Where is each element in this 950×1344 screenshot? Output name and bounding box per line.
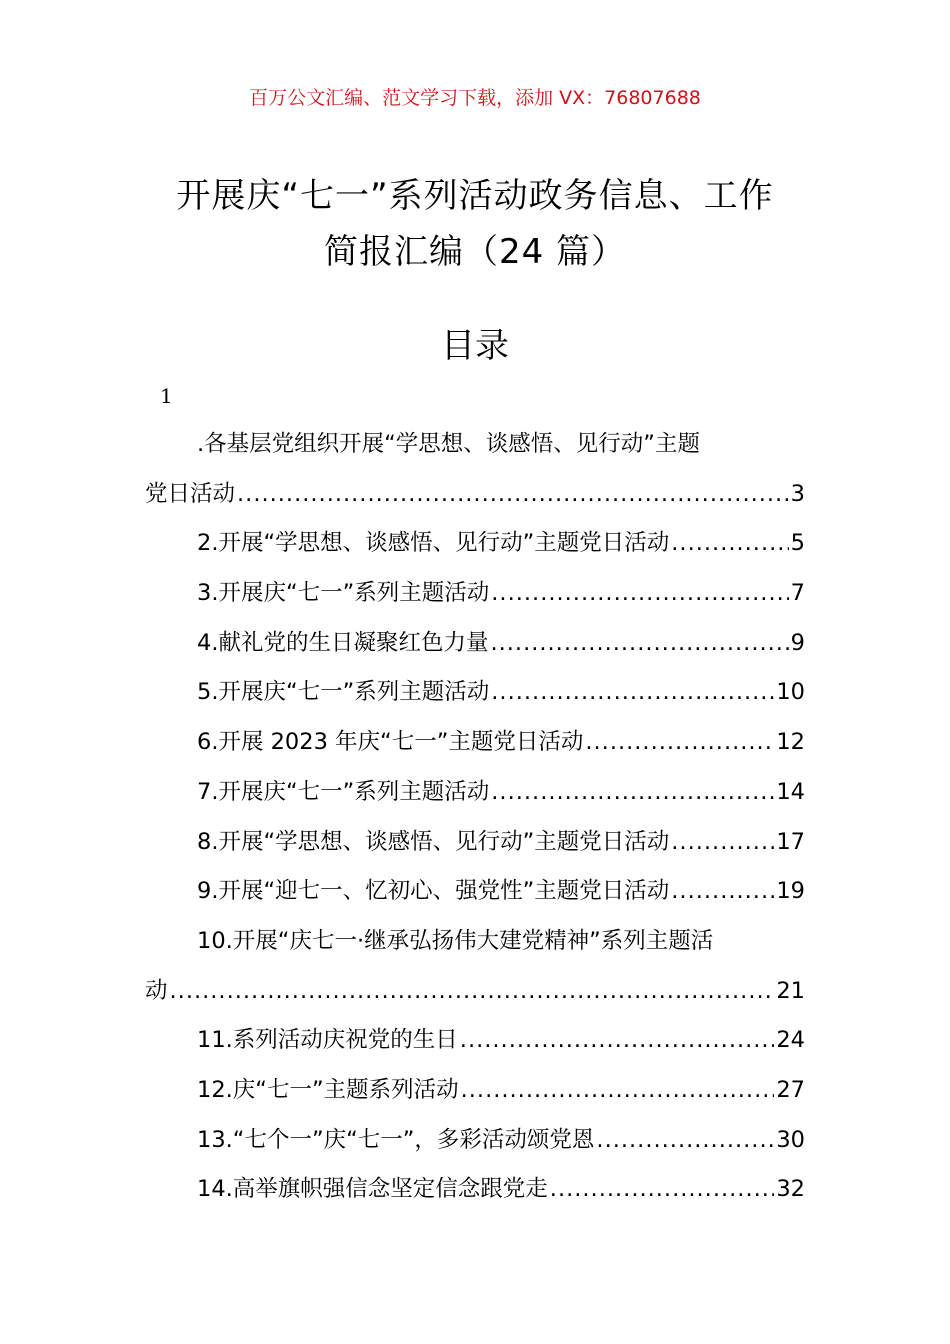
toc-leader-dots bbox=[550, 1165, 775, 1215]
toc-entry-page: 9 bbox=[790, 629, 805, 656]
toc-entry-label: 14.高举旗帜强信念坚定信念跟党走 bbox=[197, 1176, 548, 1203]
toc-entry-page: 5 bbox=[790, 530, 805, 557]
toc-entry-page: 10 bbox=[776, 679, 805, 706]
toc-leader-dots bbox=[585, 718, 774, 768]
title-line-1: 开展庆“七一”系列活动政务信息、工作 bbox=[176, 176, 774, 216]
toc-entry-label: 11.系列活动庆祝党的生日 bbox=[197, 1027, 458, 1054]
document-title bbox=[120, 168, 830, 280]
toc-entry-label: 12.庆“七一”主题系列活动 bbox=[197, 1076, 459, 1103]
toc-entry-page: 24 bbox=[776, 1027, 805, 1054]
toc-entry-page: 14 bbox=[776, 778, 805, 805]
title-line-2: 简报汇编（24 篇） bbox=[323, 232, 627, 272]
toc-entry-label: 5.开展庆“七一”系列主题活动 bbox=[197, 679, 490, 706]
toc-entry-label: 8.开展“学思想、谈感悟、见行动”主题党日活动 bbox=[197, 828, 670, 855]
toc-entry-label: 2.开展“学思想、谈感悟、见行动”主题党日活动 bbox=[197, 530, 670, 557]
table-of-contents bbox=[145, 420, 805, 1215]
toc-entry-label: 6.开展 2023 年庆“七一”主题党日活动 bbox=[197, 729, 584, 756]
toc-leader-dots bbox=[170, 967, 775, 1017]
toc-leader-dots bbox=[461, 1066, 775, 1116]
page-marker: 1 bbox=[160, 384, 173, 408]
toc-entry-14[interactable] bbox=[145, 1165, 805, 1215]
toc-entry-label: 13.“七个一”庆“七一”，多彩活动颂党恩 bbox=[197, 1126, 595, 1153]
toc-entry-label: 党日活动 bbox=[145, 480, 236, 507]
toc-entry-13[interactable] bbox=[145, 1116, 805, 1166]
toc-leader-dots bbox=[237, 470, 789, 520]
toc-leader-dots bbox=[671, 818, 774, 868]
toc-entry-label: 7.开展庆“七一”系列主题活动 bbox=[197, 778, 490, 805]
toc-entry-page: 32 bbox=[776, 1176, 805, 1203]
toc-entry-label: 9.开展“迎七一、忆初心、强党性”主题党日活动 bbox=[197, 878, 670, 905]
toc-entry-page: 3 bbox=[790, 480, 805, 507]
toc-entry-10-line-1[interactable] bbox=[145, 917, 805, 967]
toc-entry-page: 19 bbox=[776, 878, 805, 905]
toc-entry-10-line-2[interactable] bbox=[145, 967, 805, 1017]
toc-entry-3[interactable] bbox=[145, 569, 805, 619]
toc-leader-dots bbox=[491, 668, 774, 718]
toc-leader-dots bbox=[460, 1016, 775, 1066]
promo-banner: 百万公文汇编、范文学习下载，添加 VX：76807688 bbox=[249, 87, 701, 109]
toc-entry-1-line-1[interactable] bbox=[145, 420, 805, 470]
toc-entry-label: 10.开展“庆七一·继承弘扬伟大建党精神”系列主题活 bbox=[197, 927, 714, 954]
toc-leader-dots bbox=[491, 768, 774, 818]
toc-leader-dots bbox=[671, 519, 788, 569]
toc-heading: 目录 bbox=[441, 326, 509, 366]
toc-leader-dots bbox=[671, 867, 774, 917]
toc-entry-6[interactable] bbox=[145, 718, 805, 768]
toc-entry-8[interactable] bbox=[145, 818, 805, 868]
toc-entry-label: 4.献礼党的生日凝聚红色力量 bbox=[197, 629, 489, 656]
toc-entry-page: 21 bbox=[776, 977, 805, 1004]
toc-entry-1-line-2[interactable] bbox=[145, 470, 805, 520]
toc-entry-7[interactable] bbox=[145, 768, 805, 818]
toc-entry-4[interactable] bbox=[145, 619, 805, 669]
toc-entry-9[interactable] bbox=[145, 867, 805, 917]
toc-entry-page: 17 bbox=[776, 828, 805, 855]
toc-entry-5[interactable] bbox=[145, 668, 805, 718]
toc-leader-dots bbox=[491, 569, 788, 619]
toc-entry-page: 27 bbox=[776, 1076, 805, 1103]
toc-entry-label: .各基层党组织开展“学思想、谈感悟、见行动”主题 bbox=[197, 431, 700, 457]
toc-leader-dots bbox=[596, 1116, 774, 1166]
toc-entry-page: 12 bbox=[776, 729, 805, 756]
toc-leader-dots bbox=[490, 619, 788, 669]
toc-entry-label: 动 bbox=[145, 977, 168, 1004]
toc-entry-label: 3.开展庆“七一”系列主题活动 bbox=[197, 580, 490, 607]
toc-entry-page: 30 bbox=[776, 1126, 805, 1153]
toc-entry-12[interactable] bbox=[145, 1066, 805, 1116]
toc-entry-page: 7 bbox=[790, 580, 805, 607]
toc-entry-2[interactable] bbox=[145, 519, 805, 569]
toc-entry-11[interactable] bbox=[145, 1016, 805, 1066]
